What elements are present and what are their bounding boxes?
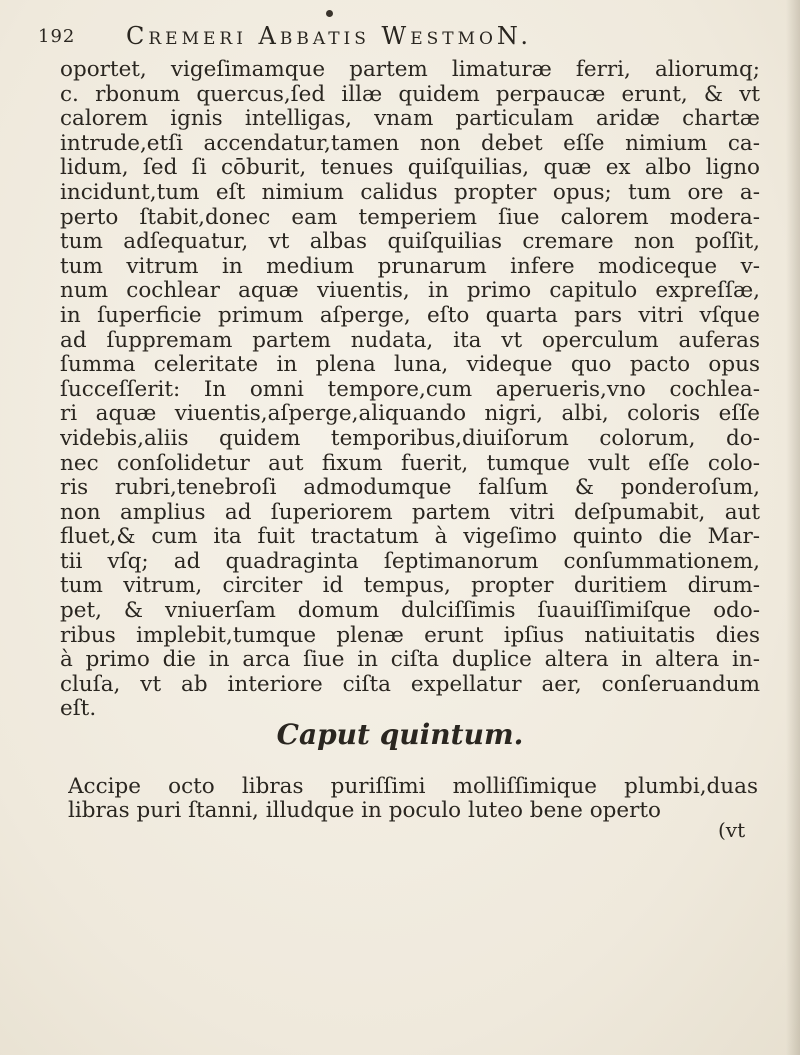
text-line: tii vſq; ad quadraginta ſeptimanorum conſummationem, bbox=[60, 549, 760, 574]
text-line: non amplius ad ſuperiorem partem vitri deſpumabit, aut bbox=[60, 500, 760, 525]
page-edge-shadow bbox=[786, 0, 800, 1055]
chapter-text-block bbox=[68, 775, 758, 823]
running-title: Cremeri Abbatis WestmoN. bbox=[126, 22, 533, 50]
text-line: ſucceſſerit: In omni tempore,cum aperueris,vno cochlea- bbox=[60, 377, 760, 402]
text-line: incidunt,tum eſt nimium calidus propter opus; tum ore a- bbox=[60, 180, 760, 205]
text-line: ad ſuppremam partem nudata, ita vt operculum auferas bbox=[60, 328, 760, 353]
main-text-block bbox=[60, 58, 760, 722]
text-line: ribus implebit,tumque plenæ erunt ipſius natiuitatis dies bbox=[60, 623, 760, 648]
text-line: in ſuperficie primum aſperge, eſto quarta pars vitri vſque bbox=[60, 303, 760, 328]
text-line: ri aquæ viuentis,aſperge,aliquando nigri, albi, coloris eſſe bbox=[60, 402, 760, 427]
text-line: tum vitrum, circiter id tempus, propter duritiem dirum- bbox=[60, 574, 760, 599]
text-line: oportet, vigeſimamque partem limaturæ ferri, aliorumq; bbox=[60, 58, 760, 82]
text-line: libras puri ſtanni, illudque in poculo luteo bene operto bbox=[68, 799, 661, 823]
text-line: perto ſtabit,donec eam temperiem ſiue calorem modera- bbox=[60, 205, 760, 230]
text-line: intrude,etſi accendatur,tamen non debet eſſe nimium ca- bbox=[60, 131, 760, 156]
text-line: eſt. bbox=[60, 697, 97, 722]
text-line: ſumma celeritate in plena luna, videque quo pacto opus bbox=[60, 353, 760, 378]
text-line: lidum, ſed ſi cōburit, tenues quiſquilias, quæ ex albo ligno bbox=[60, 156, 760, 181]
text-line: ris rubri,tenebroſi admodumque falſum & ponderoſum, bbox=[60, 476, 760, 501]
page-number: 192 bbox=[38, 26, 76, 47]
chapter-heading: Caput quintum. bbox=[276, 718, 524, 751]
text-line: c. rbonum quercus,ſed illæ quidem perpaucæ erunt, & vt bbox=[60, 82, 760, 107]
text-line: num cochlear aquæ viuentis, in primo capitulo expreſſæ, bbox=[60, 279, 760, 304]
text-line: calorem ignis intelligas, vnam particulam aridæ chartæ bbox=[60, 107, 760, 132]
ink-spot bbox=[326, 10, 333, 17]
text-line: videbis,aliis quidem temporibus,diuiſorum colorum, do- bbox=[60, 426, 760, 451]
catchword: (vt bbox=[718, 818, 746, 842]
text-line: Accipe octo libras puriſſimi molliſſimique plumbi,duas bbox=[68, 775, 758, 799]
text-line: tum adſequatur, vt albas quiſquilias cremare non poſſit, bbox=[60, 230, 760, 255]
text-line: tum vitrum in medium prunarum infere modiceque v- bbox=[60, 254, 760, 279]
page-header bbox=[38, 22, 738, 56]
text-line: à primo die in arca ſiue in ciſta duplice altera in altera in- bbox=[60, 648, 760, 673]
text-line: pet, & vniuerſam domum dulciſſimis ſuauiſſimiſque odo- bbox=[60, 599, 760, 624]
text-line: fluet,& cum ita fuit tractatum à vigeſimo quinto die Mar- bbox=[60, 525, 760, 550]
text-line: nec conſolidetur aut fixum fuerit, tumque vult eſſe colo- bbox=[60, 451, 760, 476]
text-line: cluſa, vt ab interiore ciſta expellatur aer, conſeruandum bbox=[60, 672, 760, 697]
